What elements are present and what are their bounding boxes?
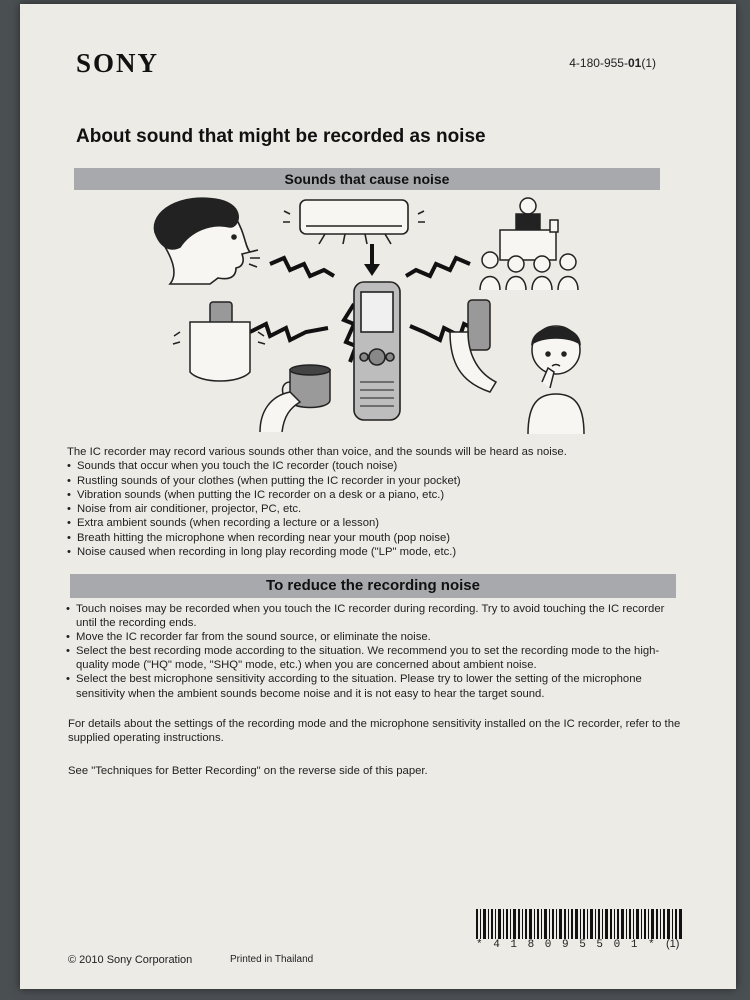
ic-recorder-icon	[354, 282, 400, 420]
list-item: • Extra ambient sounds (when recording a lecture or a lesson)	[67, 516, 707, 530]
list-item: • Noise from air conditioner, projector, PC, etc.	[67, 502, 707, 516]
list-item: • Sounds that occur when you touch the IC recorder (touch noise)	[67, 459, 707, 473]
noise-sources-illustration	[150, 192, 590, 442]
list-item: • Select the best microphone sensitivity according to the situation. Please try to lower the setting of the microphone sensitivity when the ambient sounds become noise and it is not easy to hear the target sound.	[66, 672, 672, 700]
page-title: About sound that might be recorded as noise	[76, 126, 486, 147]
list-item: • Move the IC recorder far from the sound source, or eliminate the noise.	[66, 630, 672, 644]
noise-source-list	[67, 459, 707, 559]
list-item: • Breath hitting the microphone when recording near your mouth (pop noise)	[67, 531, 707, 545]
barcode-suffix: (1)	[666, 938, 680, 950]
list-item: • Vibration sounds (when putting the IC recorder on a desk or a piano, etc.)	[67, 488, 707, 502]
barcode-icon	[476, 909, 682, 939]
sony-logo: SONY	[76, 48, 160, 78]
section-heading-reduce: To reduce the recording noise	[70, 574, 676, 598]
barcode-number: * 4 1 8 0 9 5 5 0 1 *	[476, 939, 657, 951]
lecture-icon	[480, 198, 578, 290]
section2-body	[66, 602, 672, 701]
see-also-text: See "Techniques for Better Recording" on the reverse side of this paper.	[68, 765, 428, 777]
pocket-recorder-icon	[173, 302, 265, 381]
intro-text: The IC recorder may record various sounds other than voice, and the sounds will be heard as noise.	[67, 446, 567, 458]
coffee-cup-icon	[260, 365, 330, 432]
instruction-sheet	[20, 4, 736, 989]
details-text: For details about the settings of the recording mode and the microphone sensitivity installed on the IC recorder, refer to the supplied operating instructions.	[68, 718, 681, 745]
list-item: • Touch noises may be recorded when you touch the IC recorder during recording. Try to avoid touching the IC recorder until the recording ends.	[66, 602, 672, 630]
printed-in: Printed in Thailand	[230, 954, 314, 965]
air-conditioner-icon	[283, 200, 425, 244]
list-item: • Noise caused when recording in long play recording mode ("LP" mode, etc.)	[67, 545, 707, 559]
person-speaking-icon	[154, 198, 260, 284]
document-number: 4-180-955-01(1)	[569, 56, 656, 70]
worried-person-icon	[528, 326, 584, 434]
section1-body	[67, 445, 707, 559]
list-item: • Select the best recording mode according to the situation. We recommend you to set the recording mode to the high-quality mode ("HQ" mode, "SHQ" mode, etc.) when you are concerned about ambient noise.	[66, 644, 672, 672]
reduce-noise-list	[66, 602, 672, 701]
copyright: © 2010 Sony Corporation	[68, 954, 193, 966]
list-item: • Rustling sounds of your clothes (when putting the IC recorder in your pocket)	[67, 474, 707, 488]
hand-holding-recorder-icon	[450, 300, 496, 392]
section-heading-sounds: Sounds that cause noise	[74, 168, 660, 190]
